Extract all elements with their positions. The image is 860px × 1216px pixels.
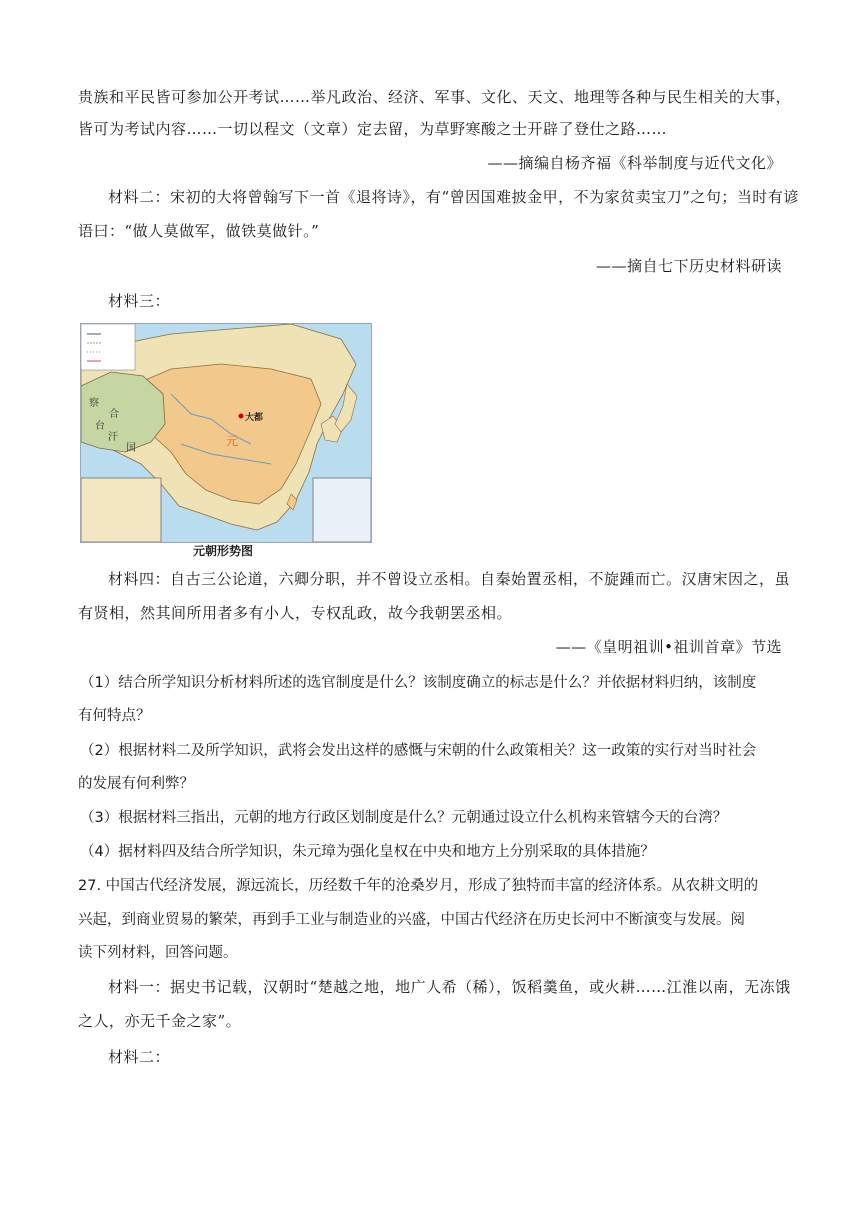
material-4-text-line-1: 材料四：自古三公论道，六卿分职，并不曾设立丞相。自秦始置丞相，不旋踵而亡。汉唐宋因之，虽 [108,570,791,588]
map-label-yuan: 元 [226,434,239,448]
material-2-source: ——摘自七下历史材料研读 [595,257,782,275]
map-legend-box [81,324,135,370]
inset-map-right [313,478,371,542]
econ-material-1-line-1: 材料一：据史书记载，汉朝时“楚越之地，地广人希（稀），饭稻羹鱼，或火耕……江淮以南，无冻饿 [108,978,791,996]
question-27-line-1: 27. 中国古代经济发展，源远流长，历经数千年的沧桑岁月，形成了独特而丰富的经济体系。从农耕文明的 [78,878,759,894]
question-3: （3）根据材料三指出，元朝的地方行政区划制度是什么？元朝通过设立什么机构来管辖今天的台湾？ [80,810,728,826]
material-2-text-line-1: 材料二：宋初的大将曾翰写下一首《退将诗》，有“曾因国难披金甲，不为家贫卖宝刀”之句；当时有谚 [108,188,799,206]
map-label-khanate-5: 国 [126,443,136,454]
dadu-marker [239,414,244,419]
material-2-text-line-2: 语曰：“做人莫做军，做铁莫做针。” [78,222,320,240]
map-caption: 元朝形势图 [193,544,254,558]
material-4-source: ——《皇明祖训•祖训首章》节选 [555,638,782,656]
econ-material-1-line-2: 之人，亦无千金之家”。 [78,1012,242,1030]
map-label-khanate-1: 察 [89,398,99,409]
material-1-source: ——摘编自杨齐福《科举制度与近代文化》 [487,154,782,172]
material-1-text-line-1: 贵族和平民皆可参加公开考试……举凡政治、经济、军事、文化、天文、地理等各种与民生相关的大事， [78,88,792,106]
material-4-text-line-2: 有贤相，然其间所用者多有小人，专权乱政，故今我朝罢丞相。 [78,604,513,622]
question-2-line-2: 的发展有何利弊？ [78,776,194,792]
question-4: （4）据材料四及结合所学知识，朱元璋为强化皇权在中央和地方上分别采取的具体措施？ [80,844,655,860]
question-27-line-3: 读下列材料，回答问题。 [78,945,238,961]
map-label-khanate-4: 汗 [108,432,118,443]
chagatai-khanate-area [81,372,165,452]
question-2-line-1: （2）根据材料二及所学知识，武将会发出这样的感慨与宋朝的什么政策相关？这一政策的实行对当时社会 [80,743,757,759]
inset-map-left [81,478,161,542]
map-label-dadu: 大都 [245,413,264,423]
material-1-text-line-2: 皆可为考试内容……一切以程文（文章）定去留，为草野寒酸之士开辟了登仕之路…… [78,120,668,138]
material-3-heading: 材料三： [108,292,171,310]
map-label-khanate-2: 合 [109,409,119,420]
econ-material-2-heading: 材料二： [108,1048,171,1066]
yuan-dynasty-map [80,323,372,543]
question-1-line-2: 有何特点？ [78,708,151,724]
question-1-line-1: （1）结合所学知识分析材料所述的选官制度是什么？该制度确立的标志是什么？并依据材料归纳，该制度 [80,675,757,691]
map-label-khanate-3: 台 [95,421,105,432]
question-27-line-2: 兴起，到商业贸易的繁荣，再到手工业与制造业的兴盛，中国古代经济在历史长河中不断演变与发展。阅 [78,912,745,928]
